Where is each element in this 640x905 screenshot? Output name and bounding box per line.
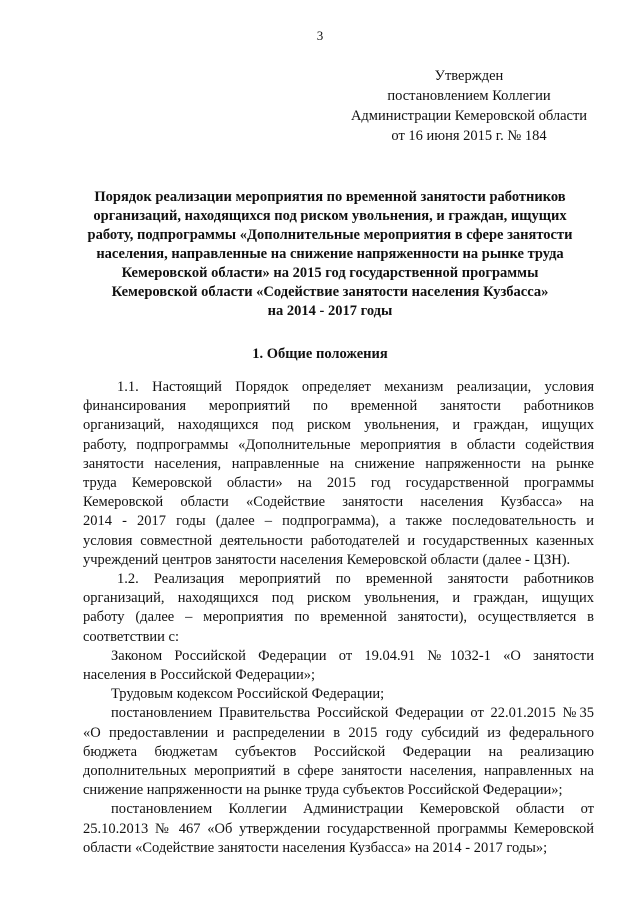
text-line: организаций, находящихся под риском увольнения, и граждан, ищущих	[83, 590, 594, 607]
paragraph-1-1	[83, 378, 594, 570]
text-line: 1.1. Настоящий Порядок определяет механизм реализации, условия	[117, 379, 594, 395]
text-line: финансирования мероприятий по временной занятости работников	[83, 398, 594, 415]
text-line: учреждений центров занятости населения Кемеровской области (далее - ЦЗН).	[83, 551, 571, 568]
text-line: бюджета бюджетам субъектов Российской Федерации на реализацию	[83, 743, 594, 760]
title-line: Кемеровской области «Содействие занятости населения Кузбасса»	[111, 284, 549, 300]
text-line: области «Содействие занятости населения Кузбасса» на 2014 - 2017 годы»;	[83, 839, 548, 856]
text-line: постановлением Правительства Российской Федерации от 22.01.2015 №35	[111, 705, 594, 722]
title-line: организаций, находящихся под риском увольнения, и граждан, ищущих	[93, 208, 567, 224]
approval-line: Утвержден	[434, 68, 504, 84]
title-line: работу, подпрограммы «Дополнительные мероприятия в сфере занятости	[87, 227, 573, 243]
text-line: снижение напряженности на рынке труда субъектов Российской Федерации»;	[83, 782, 563, 799]
text-line: организаций, находящихся под риском увольнения, и граждан, ищущих	[83, 417, 594, 434]
document-title	[60, 188, 600, 321]
text-line: соответствии с:	[83, 628, 180, 645]
text-line: населения в Российской Федерации»;	[83, 667, 316, 684]
text-line: 2014 - 2017 годы (далее – подпрограмма), а также последовательность и	[83, 513, 594, 530]
approval-line: постановлением Коллегии	[387, 88, 551, 104]
paragraph-government-resolution	[83, 704, 594, 800]
document-body	[83, 378, 594, 858]
approval-stamp	[328, 66, 610, 146]
section-heading: 1. Общие положения	[252, 346, 388, 362]
paragraph-law-reference	[83, 647, 594, 685]
title-line: Порядок реализации мероприятия по временной занятости работников	[94, 189, 566, 205]
approval-line: от 16 июня 2015 г. № 184	[391, 128, 547, 144]
text-line: 25.10.2013 № 467 «Об утверждении государственной программы Кемеровской	[83, 820, 594, 837]
text-line: «О предоставлении и распределении в 2015 году субсидий из федерального	[83, 724, 594, 741]
text-line: труда Кемеровской области» на 2015 год государственной программы	[83, 475, 594, 492]
text-line: постановлением Коллегии Администрации Кемеровской области от	[111, 801, 594, 818]
text-line: 1.2. Реализация мероприятий по временной занятости работников	[117, 571, 594, 588]
page-number: 3	[316, 28, 324, 43]
text-line: Законом Российской Федерации от 19.04.91 №1032-1 «О занятости	[111, 647, 594, 664]
text-line: работу, подпрограммы «Дополнительные мероприятия в области содействия	[83, 436, 594, 453]
text-line: занятости населения, направленные на снижение напряженности на рынке	[83, 455, 594, 472]
text-line: условия совместной деятельности работодателей и государственных казенных	[83, 532, 594, 549]
approval-line: Администрации Кемеровской области	[350, 108, 588, 124]
title-line: населения, направленные на снижение напряженности на рынке труда	[96, 246, 564, 262]
text-line: дополнительных мероприятий в сфере занятости населения, направленных на	[83, 763, 594, 780]
paragraph-1-2	[83, 570, 594, 647]
paragraph-collegium-resolution	[83, 800, 594, 858]
title-line: Кемеровской области» на 2015 год государственной программы	[121, 265, 539, 281]
title-line: на 2014 - 2017 годы	[267, 303, 393, 319]
text-line: работу (далее – мероприятия по временной занятости), осуществляется в	[83, 609, 594, 626]
text-line: Кемеровской области «Содействие занятости населения Кузбасса» на	[83, 494, 594, 511]
paragraph-labor-code	[83, 685, 594, 704]
text-line: Трудовым кодексом Российской Федерации;	[111, 686, 385, 703]
